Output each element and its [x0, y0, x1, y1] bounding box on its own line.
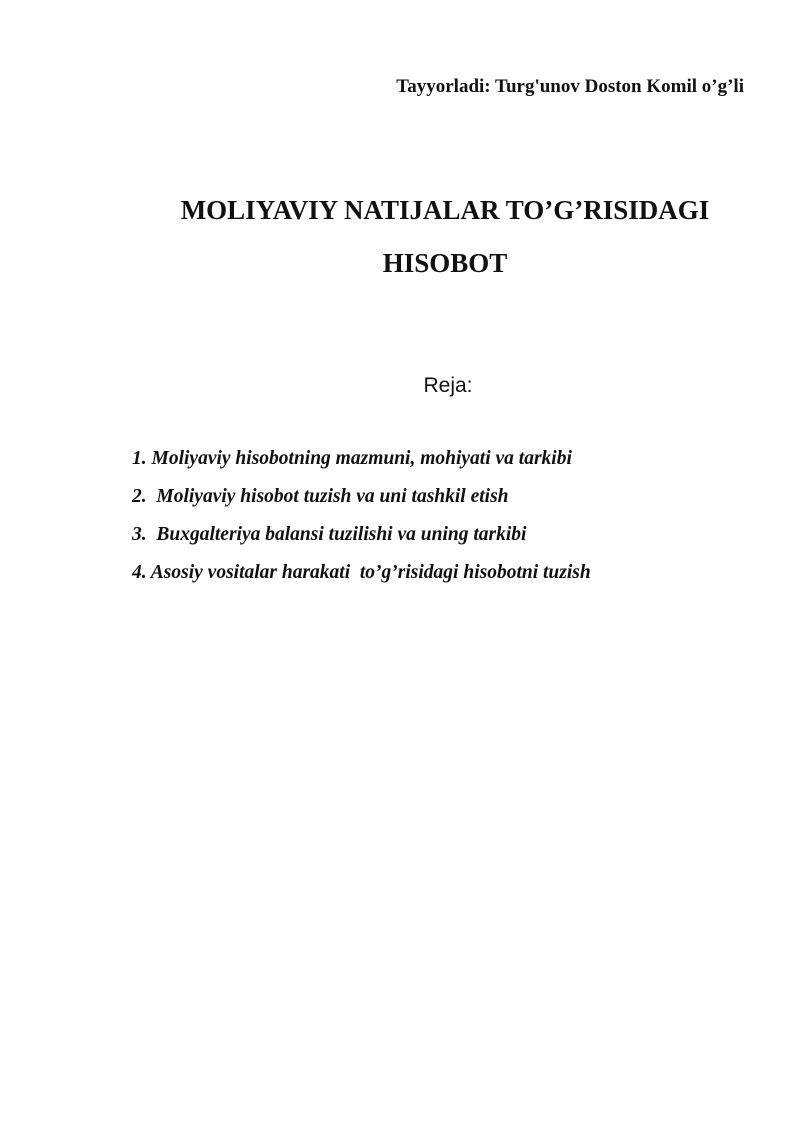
title-line: HISOBOT: [382, 248, 508, 278]
plan-item: 3. Buxgalteriya balansi tuzilishi va uning tarkibi: [132, 524, 527, 545]
prepared-by-line: Tayyorladi: Turg'unov Doston Komil o’g’li: [396, 76, 744, 97]
plan-item: 2. Moliyaviy hisobot tuzish va uni tashkil etish: [132, 486, 509, 507]
document-title: [100, 184, 790, 290]
title-line: MOLIYAVIY NATIJALAR TO’G’RISIDAGI: [180, 195, 710, 225]
plan-list: [132, 448, 591, 600]
plan-item: 1. Moliyaviy hisobotning mazmuni, mohiyati va tarkibi: [132, 448, 572, 469]
plan-heading: Reja:: [423, 374, 473, 397]
plan-item: 4. Asosiy vositalar harakati to’g’risidagi hisobotni tuzish: [132, 562, 591, 583]
